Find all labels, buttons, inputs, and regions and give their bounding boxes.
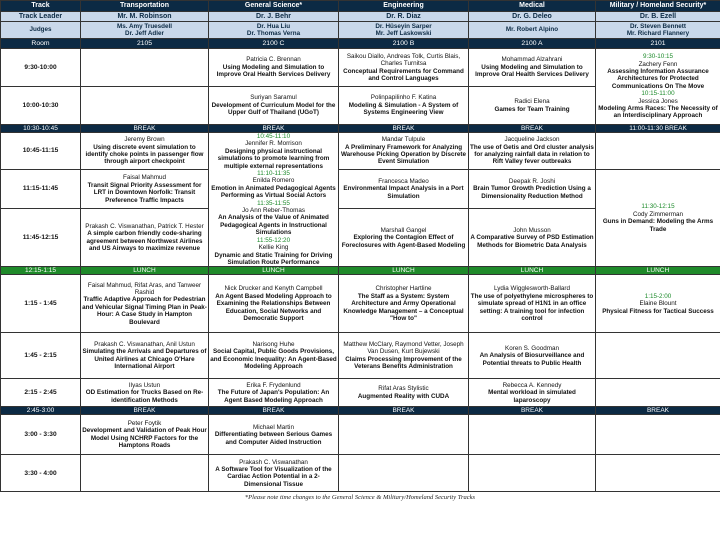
session-title: Traffic Adaptive Approach for Pedestrian and Vehicular Signal Timing Plan in Peak-Hour: A Case Study in Hampton Boulevard: [82, 296, 207, 326]
room-number: 2101: [596, 39, 720, 49]
session-row: [1, 170, 720, 209]
session-author: Prakash C. Viswanathan, Anil Ustun: [94, 341, 195, 348]
session-row: [1, 379, 720, 407]
session-author: Patricia C. Brennan: [246, 56, 301, 64]
session-cell: [596, 170, 720, 267]
session-author: Nick Drucker and Kenyth Campbell: [224, 285, 323, 293]
session-title: Environmental Impact Analysis in a Port Simulation: [343, 185, 464, 200]
session-author: Saikou Diallo, Andreas Tolk, Curtis Blais, Charles Turnitsa: [346, 52, 461, 68]
session-title: An Agent Based Modeling Approach to Examining the Relationships Between Education, Social Networks and Democratic Support: [215, 292, 332, 322]
break-label: BREAK: [209, 125, 339, 133]
session-title: An Analysis of Biosurveillance and Potential threats to Public Health: [479, 352, 585, 367]
session-author: Michael Martin: [253, 423, 294, 431]
session-time: 11:10-11:35: [257, 170, 290, 178]
session-cell: [81, 209, 209, 267]
session-title: Claims Processing Improvement of the Veterans Benefits Administration: [345, 355, 462, 371]
judges-row: [1, 22, 720, 39]
break-label: BREAK: [469, 125, 596, 133]
session-author: Erika F. Frydenlund: [246, 381, 301, 389]
session-title: Dynamic and Static Training for Driving Simulation Route Performance: [214, 251, 333, 266]
session-author: Suriyan Saramul: [250, 94, 297, 102]
footnote: *Please note time changes to the General Science & Military/Homeland Security Tracks: [244, 494, 476, 502]
session-title: Simulating the Arrivals and Departures of United Airlines at Chicago O'Hare International Airport: [82, 348, 207, 371]
lunch-label: LUNCH: [339, 267, 469, 275]
session-author: Faisal Mahmud, Rifat Aras, and Tanweer Rashid: [87, 281, 202, 296]
session-author: Francesca Madeo: [378, 178, 429, 186]
session-title: Modeling & Simulation - A System of Systems Engineering View: [348, 101, 459, 117]
break-time: 10:30-10:45: [1, 125, 81, 133]
session-title: The use of polyethylene microspheres to simulate spread of H1N1 in an office setting: A training tool for infection control: [470, 292, 594, 322]
session-cell: [209, 455, 339, 492]
room-number: 2100 A: [469, 39, 596, 49]
session-row: [1, 275, 720, 333]
session-title: Brain Tumor Growth Prediction Using a Dimensionality Reduction Method: [473, 185, 591, 200]
session-cell: [81, 275, 209, 333]
session-title: Emotion in Animated Pedagogical Agents Performing as Virtual Social Actors: [211, 184, 336, 200]
session-author: Elaine Blount: [639, 300, 677, 308]
session-author: Enilda Romero: [252, 177, 295, 185]
session-cell: [81, 379, 209, 407]
session-time: 11:30-12:15: [641, 203, 675, 211]
lunch-time: 12:15-1:15: [1, 267, 81, 275]
session-title: Using discrete event simulation to identify choke points in passenger flow through airport checkpoint: [85, 143, 204, 166]
judges-cell: [596, 22, 720, 39]
session-cell: [209, 49, 339, 87]
session-time: 10:15-11:00: [641, 90, 675, 98]
session-cell: [81, 333, 209, 379]
session-title: Mental workload in simulated laparoscopy: [488, 389, 576, 404]
session-cell: [209, 275, 339, 333]
track-leader-name: Dr. G. Deleo: [469, 12, 596, 22]
military-break-label: 11:00-11:30 BREAK: [596, 125, 720, 133]
session-cell: [339, 87, 469, 125]
break-row: [1, 407, 720, 415]
judge-name: Dr. Hua Liu: [256, 22, 291, 30]
session-author: Rifat Aras Stylistic: [378, 385, 429, 393]
empty-cell: [596, 133, 720, 170]
empty-cell: [81, 455, 209, 492]
session-author: Mohammad Alzahrani: [501, 56, 563, 64]
session-cell: [339, 333, 469, 379]
break-label: BREAK: [339, 407, 469, 415]
session-cell: [339, 275, 469, 333]
header-engineering: Engineering: [339, 1, 469, 12]
session-author: Peter Foytik: [127, 420, 162, 427]
header-military: Military / Homeland Security*: [596, 1, 720, 12]
room-number: 2100 B: [339, 39, 469, 49]
break-time: 2:45-3:00: [1, 407, 81, 415]
session-author: Deepak R. Joshi: [508, 178, 556, 186]
judge-name: Ms. Amy Truesdell: [116, 22, 173, 30]
session-title: The Future of Japan's Population: An Agent Based Modeling Approach: [217, 389, 330, 404]
time-slot: 11:45-12:15: [1, 209, 81, 267]
session-title: Modeling Arms Races: The Necessity of an Interdisciplinary Approach: [598, 105, 718, 120]
session-cell: [596, 49, 720, 125]
session-cell: [469, 49, 596, 87]
session-author: Jacqueline Jackson: [504, 136, 560, 144]
header-general-science: General Science*: [209, 1, 339, 12]
session-cell: [209, 379, 339, 407]
session-title: A simple carbon friendly code-sharing agreement between Northwest Airlines and US Airways to maximize revenue: [86, 230, 203, 253]
session-title: Guns in Demand: Modeling the Arms Trade: [602, 218, 714, 233]
header-medical: Medical: [469, 1, 596, 12]
session-title: Games for Team Training: [494, 105, 570, 113]
lunch-row: [1, 267, 720, 275]
break-label: BREAK: [596, 407, 720, 415]
session-title: Differentiating between Serious Games and Computer Aided Instruction: [214, 431, 333, 446]
session-title: A Software Tool for Visualization of the Cardiac Action Potential in a 2-Dimensional Tissue: [215, 465, 332, 488]
judge-name: Dr. Steven Bennett: [630, 22, 686, 30]
session-cell: [81, 415, 209, 455]
session-title: OD Estimation for Trucks Based on Re-identification Methods: [85, 389, 204, 404]
session-author: Christopher Hartline: [375, 285, 432, 293]
session-title: The Staff as a System: System Architecture and Army Operational Knowledge Management – a Conceptual "How to": [343, 292, 464, 322]
session-row: [1, 49, 720, 87]
time-slot: 2:15 - 2:45: [1, 379, 81, 407]
time-slot: 3:30 - 4:00: [1, 455, 81, 492]
break-label: BREAK: [469, 407, 596, 415]
empty-cell: [469, 455, 596, 492]
session-title: A Preliminary Framework for Analyzing Warehouse Picking Operation by Discrete Event Simulation: [340, 143, 467, 166]
session-cell: [209, 133, 339, 267]
session-cell: [469, 209, 596, 267]
header-track-label: Track: [1, 1, 81, 12]
judges-cell: [339, 22, 469, 39]
lunch-label: LUNCH: [596, 267, 720, 275]
session-time: 1:15-2:00: [644, 292, 672, 300]
judges-label: Judges: [1, 22, 81, 39]
session-author: Jo Ann Reber-Thomas: [242, 207, 305, 215]
lunch-label: LUNCH: [469, 267, 596, 275]
session-author: Cody Zimmerman: [632, 210, 684, 218]
session-author: Radici Elena: [514, 98, 550, 106]
time-slot: 9:30-10:00: [1, 49, 81, 87]
judge-name: Mr. Richard Flannery: [626, 30, 690, 37]
empty-cell: [596, 415, 720, 455]
session-title: Physical Fitness for Tactical Success: [602, 307, 714, 315]
session-row: [1, 333, 720, 379]
session-author: Mandar Tulpule: [381, 136, 426, 144]
session-author: Zachery Fenn: [638, 60, 678, 68]
empty-cell: [339, 415, 469, 455]
track-leader-label: Track Leader: [1, 12, 81, 22]
session-title: Development of Curriculum Model for the Upper Gulf of Thailand (UGoT): [211, 101, 336, 117]
session-cell: [469, 275, 596, 333]
session-time: 10:45-11:10: [256, 133, 291, 140]
session-title: Exploring the Contagion Effect of Foreclosures with Agent-Based Modeling: [341, 234, 466, 249]
session-title: Conceptual Requirements for Command and Control Languages: [343, 67, 464, 82]
session-row: [1, 415, 720, 455]
session-title: Social Capital, Public Goods Provisions, and Economic Inequality: An Agent-Based Modeling Approach: [210, 348, 337, 371]
break-label: BREAK: [81, 407, 209, 415]
lunch-label: LUNCH: [209, 267, 339, 275]
session-cell: [469, 379, 596, 407]
break-label: BREAK: [209, 407, 339, 415]
judge-name: Mr. Robert Alpino: [505, 26, 559, 34]
session-time: 9:30-10:15: [642, 53, 674, 61]
room-number: 2105: [81, 39, 209, 49]
session-title: Development and Validation of Peak Hour Model Using NCHRP Factors for the Hamptons Roads: [82, 427, 207, 450]
judge-name: Dr. Thomas Verna: [246, 30, 301, 37]
empty-cell: [339, 455, 469, 492]
judges-cell: [81, 22, 209, 39]
session-cell: [209, 415, 339, 455]
session-title: A Comparative Survey of PSD Estimation Methods for Biometric Data Analysis: [470, 234, 594, 249]
session-title: Assessing Information Assurance Architectures for Protected Communications On The Move: [607, 67, 709, 90]
session-author: Ilyas Ustun: [128, 381, 161, 389]
session-cell: [596, 275, 720, 333]
empty-cell: [596, 455, 720, 492]
judge-name: Mr. Jeff Laskowski: [375, 30, 432, 37]
session-author: Prakash C. Viswanathan: [239, 458, 308, 466]
empty-cell: [81, 49, 209, 87]
room-row: [1, 39, 720, 49]
session-author: Jeremy Brown: [124, 136, 165, 144]
session-author: Jessica Jones: [638, 97, 678, 105]
session-title: An Analysis of the Value of Animated Pedagogical Agents in Instructional Simulations: [218, 214, 329, 237]
session-time: 11:55-12:20: [256, 236, 291, 244]
session-row: [1, 455, 720, 492]
session-cell: [469, 87, 596, 125]
session-author: Marshall Gangel: [380, 226, 427, 234]
break-label: BREAK: [339, 125, 469, 133]
session-cell: [339, 133, 469, 170]
empty-cell: [81, 87, 209, 125]
session-author: Prakash C. Viswanathan, Patrick T. Hester: [85, 223, 204, 230]
lunch-label: LUNCH: [81, 267, 209, 275]
session-author: Matthew McClary, Raymond Vetter, Joseph Van Dusen, Kurt Bujewski: [343, 341, 464, 356]
session-author: Jennifer R. Morrison: [245, 140, 302, 148]
session-row: [1, 133, 720, 170]
time-slot: 11:15-11:45: [1, 170, 81, 209]
session-cell: [339, 170, 469, 209]
time-slot: 10:45-11:15: [1, 133, 81, 170]
time-slot: 1:45 - 2:15: [1, 333, 81, 379]
break-row: [1, 125, 720, 133]
header-row: [1, 1, 720, 12]
judges-cell: [209, 22, 339, 39]
session-cell: [469, 133, 596, 170]
empty-cell: [596, 333, 720, 379]
session-cell: [339, 49, 469, 87]
room-label: Room: [1, 39, 81, 49]
judge-name: Dr. Hüseyin Sarper: [375, 22, 432, 30]
session-author: Rebecca A. Kennedy: [502, 381, 562, 389]
track-leader-name: Mr. M. Robinson: [81, 12, 209, 22]
judges-cell: [469, 22, 596, 39]
session-cell: [81, 133, 209, 170]
time-slot: 1:15 - 1:45: [1, 275, 81, 333]
time-slot: 3:00 - 3:30: [1, 415, 81, 455]
session-title: Using Modeling and Simulation to Improve Oral Health Services Delivery: [216, 63, 331, 79]
session-cell: [339, 209, 469, 267]
session-time: 11:35-11:55: [257, 199, 290, 207]
session-author: Lydia Wigglesworth-Ballard: [493, 285, 571, 293]
track-leader-name: Dr. J. Behr: [209, 12, 339, 22]
session-cell: [209, 87, 339, 125]
session-author: John Musson: [513, 226, 551, 234]
session-title: Using Modeling and Simulation to Improve Oral Health Services Delivery: [475, 63, 589, 79]
session-cell: [81, 170, 209, 209]
session-title: Augmented Reality with CUDA: [357, 392, 450, 400]
session-author: Polinpapilinho F. Katina: [370, 94, 437, 102]
empty-cell: [469, 415, 596, 455]
judge-name: Dr. Jeff Adler: [125, 30, 164, 37]
session-cell: [339, 379, 469, 407]
session-title: Designing physical instructional simulations to promote learning from multiple external representations: [217, 147, 330, 170]
room-number: 2100 C: [209, 39, 339, 49]
track-leader-row: [1, 12, 720, 22]
session-title: The use of Getis and Ord cluster analysis for analyzing rainfall data in relation to Rift Valley fever outbreaks: [470, 143, 594, 166]
break-label: BREAK: [81, 125, 209, 133]
track-leader-name: Dr. R. Diaz: [339, 12, 469, 22]
empty-cell: [596, 379, 720, 407]
session-author: Koren S. Goodman: [505, 344, 559, 352]
header-transportation: Transportation: [81, 1, 209, 12]
time-slot: 10:00-10:30: [1, 87, 81, 125]
session-author: Kellie King: [258, 244, 289, 252]
session-title: Transit Signal Priority Assessment for LRT in Downtown Norfolk: Transit Preference Traffic Impacts: [87, 181, 202, 204]
session-author: Faisal Mahmud: [122, 174, 167, 182]
track-leader-name: Dr. B. Ezell: [596, 12, 720, 22]
session-cell: [469, 170, 596, 209]
session-author: Narisong Huhe: [252, 341, 295, 348]
session-cell: [209, 333, 339, 379]
session-cell: [469, 333, 596, 379]
